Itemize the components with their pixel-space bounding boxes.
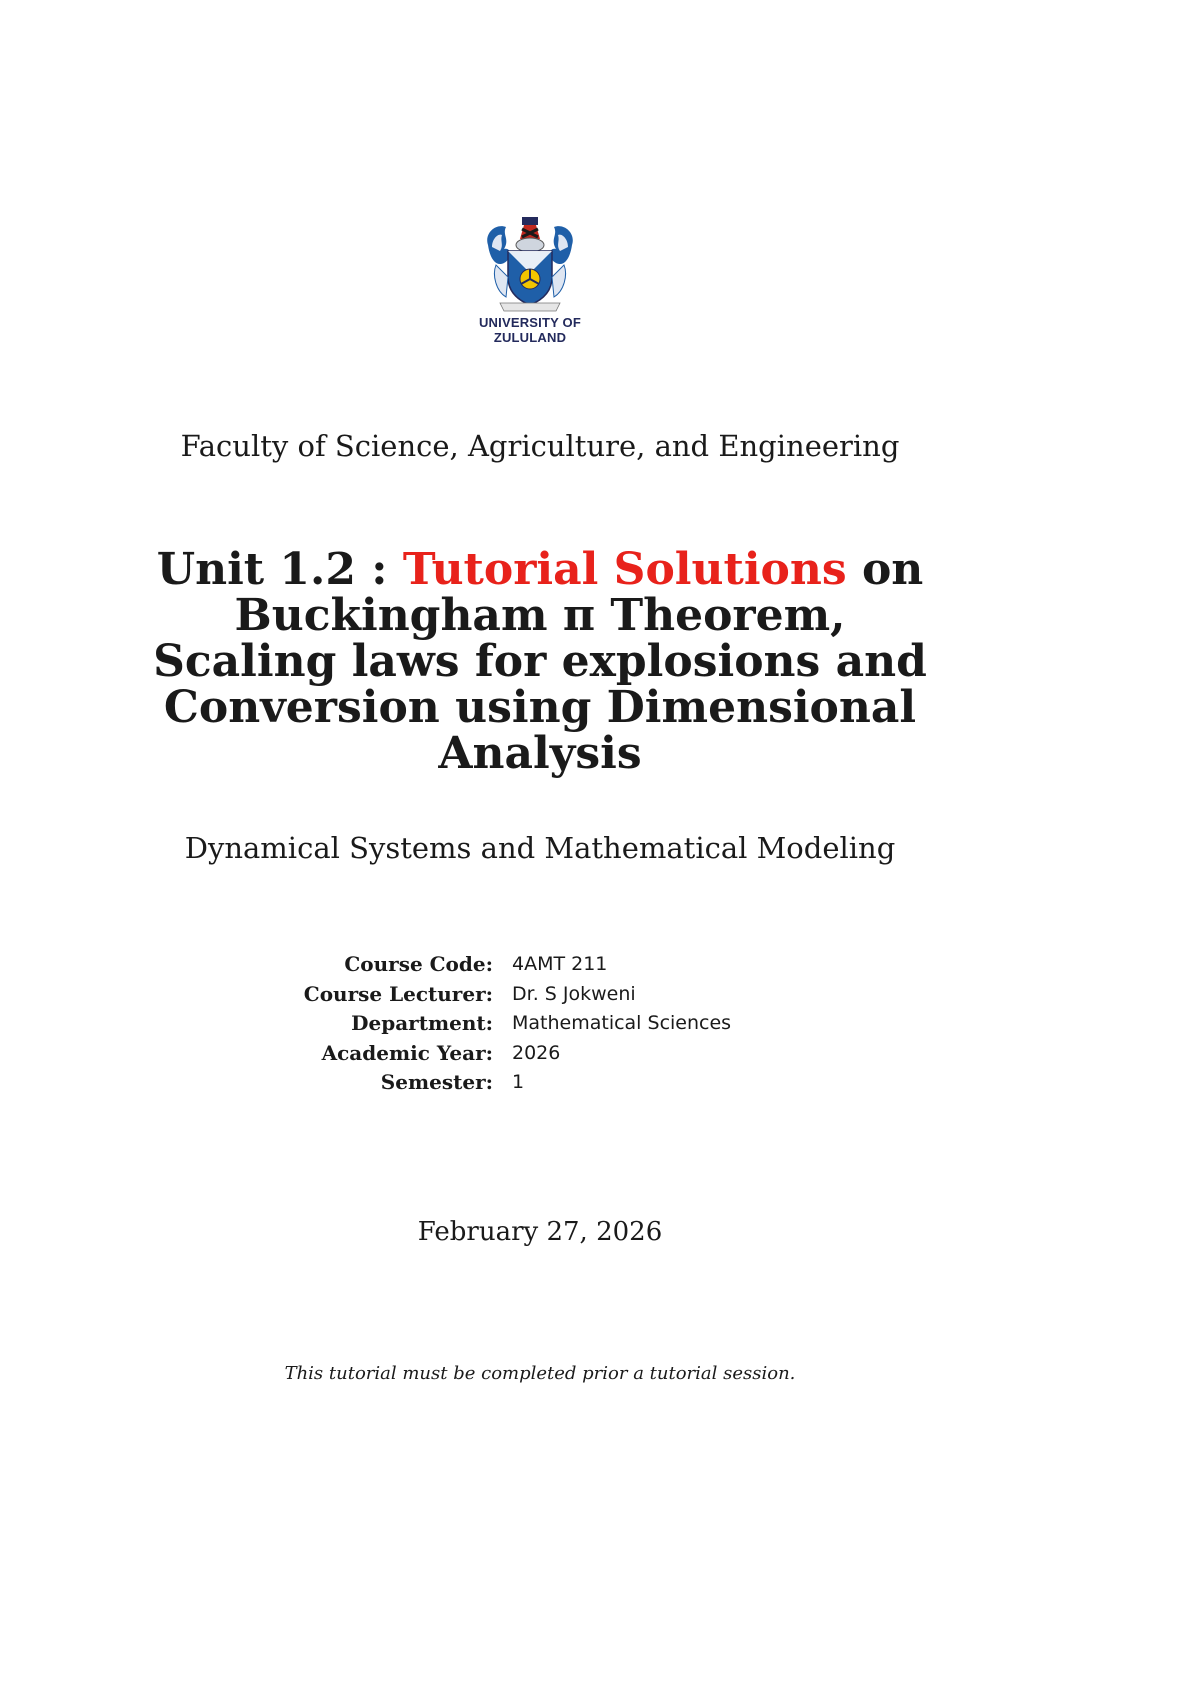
university-logo	[440, 215, 620, 345]
info-label: Semester:	[380, 1070, 493, 1094]
university-name-line2: ZULULAND	[493, 330, 567, 345]
title-line4: Conversion using Dimensional	[163, 682, 917, 733]
tutorial-note: This tutorial must be completed prior a tutorial session.	[284, 1363, 796, 1384]
title-line2: Buckingham π Theorem,	[234, 590, 846, 641]
info-value: 2026	[512, 1041, 561, 1064]
info-value: Dr. S Jokweni	[512, 982, 636, 1005]
title-line3: Scaling laws for explosions and	[153, 636, 927, 687]
title-highlight: Tutorial Solutions	[402, 544, 847, 595]
semester-row	[300, 1068, 900, 1098]
course-subtitle: Dynamical Systems and Mathematical Modeling	[184, 831, 896, 865]
academic-year-row	[300, 1039, 900, 1069]
document-title	[100, 544, 980, 779]
university-name	[440, 315, 620, 345]
info-value: Mathematical Sciences	[512, 1012, 732, 1034]
document-date: February 27, 2026	[417, 1217, 663, 1247]
info-label: Department:	[351, 1011, 493, 1035]
title-prefix: Unit 1.2 :	[156, 544, 403, 595]
info-value: 4AMT 211	[512, 953, 608, 975]
title-line1	[100, 544, 980, 595]
title-after-highlight: on	[846, 544, 924, 595]
info-label: Course Lecturer:	[303, 981, 493, 1006]
course-info-table	[300, 950, 900, 1098]
info-label: Academic Year:	[321, 1040, 493, 1065]
info-label: Course Code:	[344, 952, 493, 976]
course-lecturer-row	[300, 980, 900, 1010]
university-crest-icon	[482, 215, 578, 315]
title-line5: Analysis	[438, 728, 642, 779]
university-name-line1: UNIVERSITY OF	[478, 315, 582, 330]
faculty-name: Faculty of Science, Agriculture, and Engineering	[180, 429, 900, 463]
department-row	[300, 1009, 900, 1039]
course-code-row	[300, 950, 900, 980]
info-value: 1	[512, 1071, 525, 1093]
